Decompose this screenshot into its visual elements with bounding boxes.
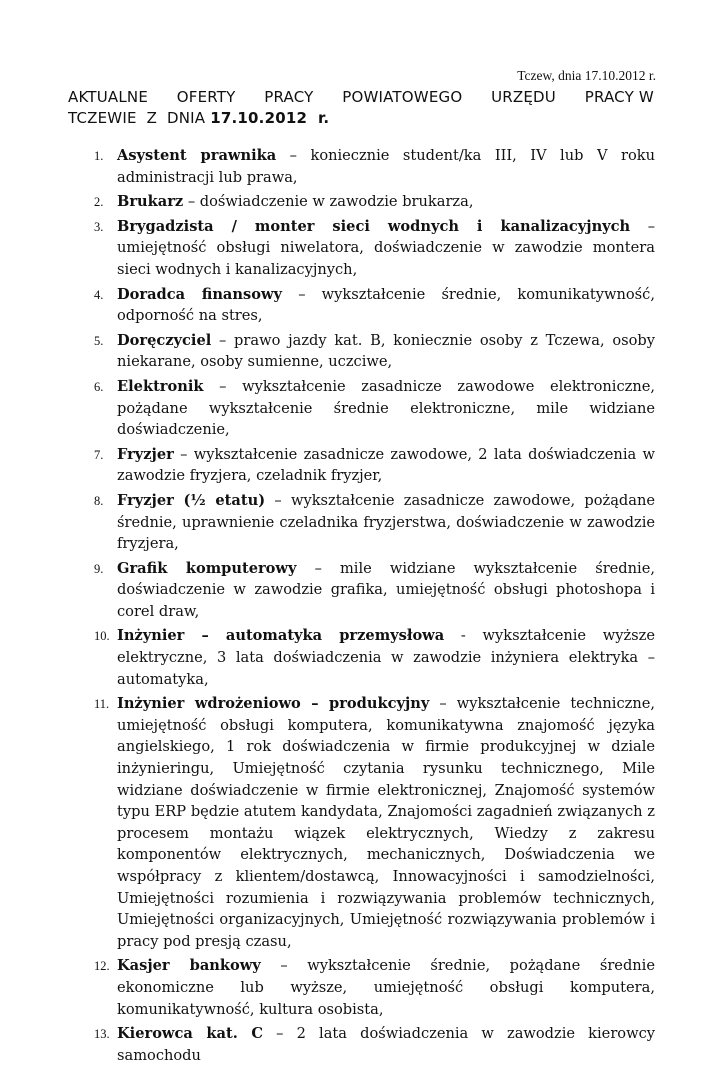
job-offer-item xyxy=(68,216,655,281)
heading-date: 17.10.2012 r. xyxy=(210,109,330,127)
job-offer-description: – wykształcenie średnie, komunikatywność, odporność na stres, xyxy=(117,285,655,325)
heading-prefix: TCZEWIE Z DNIA xyxy=(68,109,211,127)
document-heading xyxy=(68,87,654,129)
heading-word: POWIATOWEGO xyxy=(342,88,463,106)
job-offer-item xyxy=(68,558,655,623)
job-offer-item xyxy=(68,955,655,1020)
job-offer-description: – wykształcenie zasadnicze zawodowe elektroniczne, pożądane wykształcenie średnie elektroniczne, mile widziane doświadczenie, xyxy=(117,377,655,439)
job-offer-number: 4. xyxy=(94,287,104,302)
job-offer-number: 2. xyxy=(94,195,104,210)
heading-word: PRACY xyxy=(264,88,314,106)
heading-word: AKTUALNE xyxy=(68,88,148,106)
job-offer-number: 13. xyxy=(94,1027,110,1042)
job-offer-number: 12. xyxy=(94,959,110,974)
job-offer-title: Asystent prawnika xyxy=(117,147,277,164)
job-offer-description: – wykształcenie techniczne, umiejętność obsługi komputera, komunikatywna znajomość języka angielskiego, 1 rok doświadczenia w firmie produkcyjnej w dziale inżynieringu, Umiejętność czytania rysunku technicznego, Mile widziane doświadczenie w firmie elektronicznej, Znajomość systemów typu ERP będzie atutem kandydata, Znajomości zagadnień związanych z procesem montażu wiązek elektrycznych, Wiedzy z zakresu komponentów elektrycznych, mechanicznych, Doświadczenia we współpracy z klientem/dostawcą, Innowacyjności i samodzielności, Umiejętności rozumienia i rozwiązywania problemów technicznych, Umiejętności organizacyjnych, Umiejętność rozwiązywania problemów i pracy pod presją czasu, xyxy=(117,695,655,950)
heading-word: OFERTY xyxy=(176,88,236,106)
job-offer-number: 3. xyxy=(94,219,104,234)
job-offer-title: Inżynier wdrożeniowo – produkcyjny xyxy=(117,695,430,713)
job-offer-number: 11. xyxy=(94,697,110,712)
job-offer-item xyxy=(68,693,655,952)
job-offer-number: 9. xyxy=(94,561,104,576)
job-offer-description: – wykształcenie średnie, pożądane średnie ekonomiczne lub wyższe, umiejętność obsługi komputera, komunikatywność, kultura osobista, xyxy=(117,957,655,1018)
job-offer-description: – koniecznie student/ka III, IV lub V roku administracji lub prawa, xyxy=(117,147,655,186)
job-offer-item xyxy=(68,625,655,690)
job-offer-description: – umiejętność obsługi niwelatora, doświadczenie w zawodzie montera sieci wodnych i kanalizacyjnych, xyxy=(117,217,655,278)
job-offer-description: – wykształcenie zasadnicze zawodowe, pożądane średnie, uprawnienie czeladnika fryzjerstwa, doświadczenie w zawodzie fryzjera, xyxy=(117,491,655,553)
job-offer-number: 7. xyxy=(94,447,104,462)
job-offers-list xyxy=(68,145,655,1069)
job-offer-description: – wykształcenie zasadnicze zawodowe, 2 lata doświadczenia w zawodzie fryzjera, czeladnik fryzjer, xyxy=(117,445,655,485)
job-offer-description: – prawo jazdy kat. B, koniecznie osoby z Tczewa, osoby niekarane, osoby sumienne, uczciwe, xyxy=(117,331,655,371)
job-offer-description: – 2 lata doświadczenia w zawodzie kierowcy samochodu xyxy=(117,1025,655,1064)
job-offer-title: Kierowca kat. C xyxy=(117,1025,264,1043)
heading-word: PRACY W xyxy=(584,88,654,106)
job-offer-item xyxy=(68,444,655,487)
job-offer-description: – doświadczenie w zawodzie brukarza, xyxy=(183,193,474,211)
job-offer-item xyxy=(68,284,655,327)
job-offer-title: Doręczyciel xyxy=(117,331,212,349)
job-offer-number: 8. xyxy=(94,493,104,508)
job-offer-item xyxy=(68,330,655,373)
job-offer-title: Elektronik xyxy=(117,377,204,395)
job-offer-title: Brygadzista / monter sieci wodnych i kanalizacyjnych xyxy=(117,217,631,235)
job-offer-item xyxy=(68,191,655,213)
job-offer-description: – mile widziane wykształcenie średnie, doświadczenie w zawodzie grafika, umiejętność obsługi photoshopa i corel draw, xyxy=(117,559,655,620)
job-offer-number: 10. xyxy=(94,629,110,644)
job-offer-number: 5. xyxy=(94,333,104,348)
job-offer-number: 1. xyxy=(94,149,104,163)
job-offer-title: Kasjer bankowy xyxy=(117,957,261,975)
job-offer-description: - wykształcenie wyższe elektryczne, 3 lata doświadczenia w zawodzie inżyniera elektryka – automatyka, xyxy=(117,627,655,688)
job-offer-number: 6. xyxy=(94,379,104,394)
job-offer-item xyxy=(68,145,655,188)
job-offer-title: Grafik komputerowy xyxy=(117,559,297,577)
document-date: Tczew, dnia 17.10.2012 r. xyxy=(517,68,656,83)
job-offer-title: Fryzjer (½ etatu) xyxy=(117,491,266,509)
job-offer-item xyxy=(68,376,655,441)
heading-line-2 xyxy=(68,108,654,129)
job-offer-title: Brukarz xyxy=(117,193,184,211)
job-offer-item xyxy=(68,490,655,555)
job-offer-title: Inżynier – automatyka przemysłowa xyxy=(117,627,445,645)
job-offer-title: Doradca finansowy xyxy=(117,285,282,303)
job-offer-item xyxy=(68,1023,655,1066)
heading-word: URZĘDU xyxy=(491,88,556,106)
heading-line-1 xyxy=(68,87,654,108)
job-offer-title: Fryzjer xyxy=(117,445,174,463)
